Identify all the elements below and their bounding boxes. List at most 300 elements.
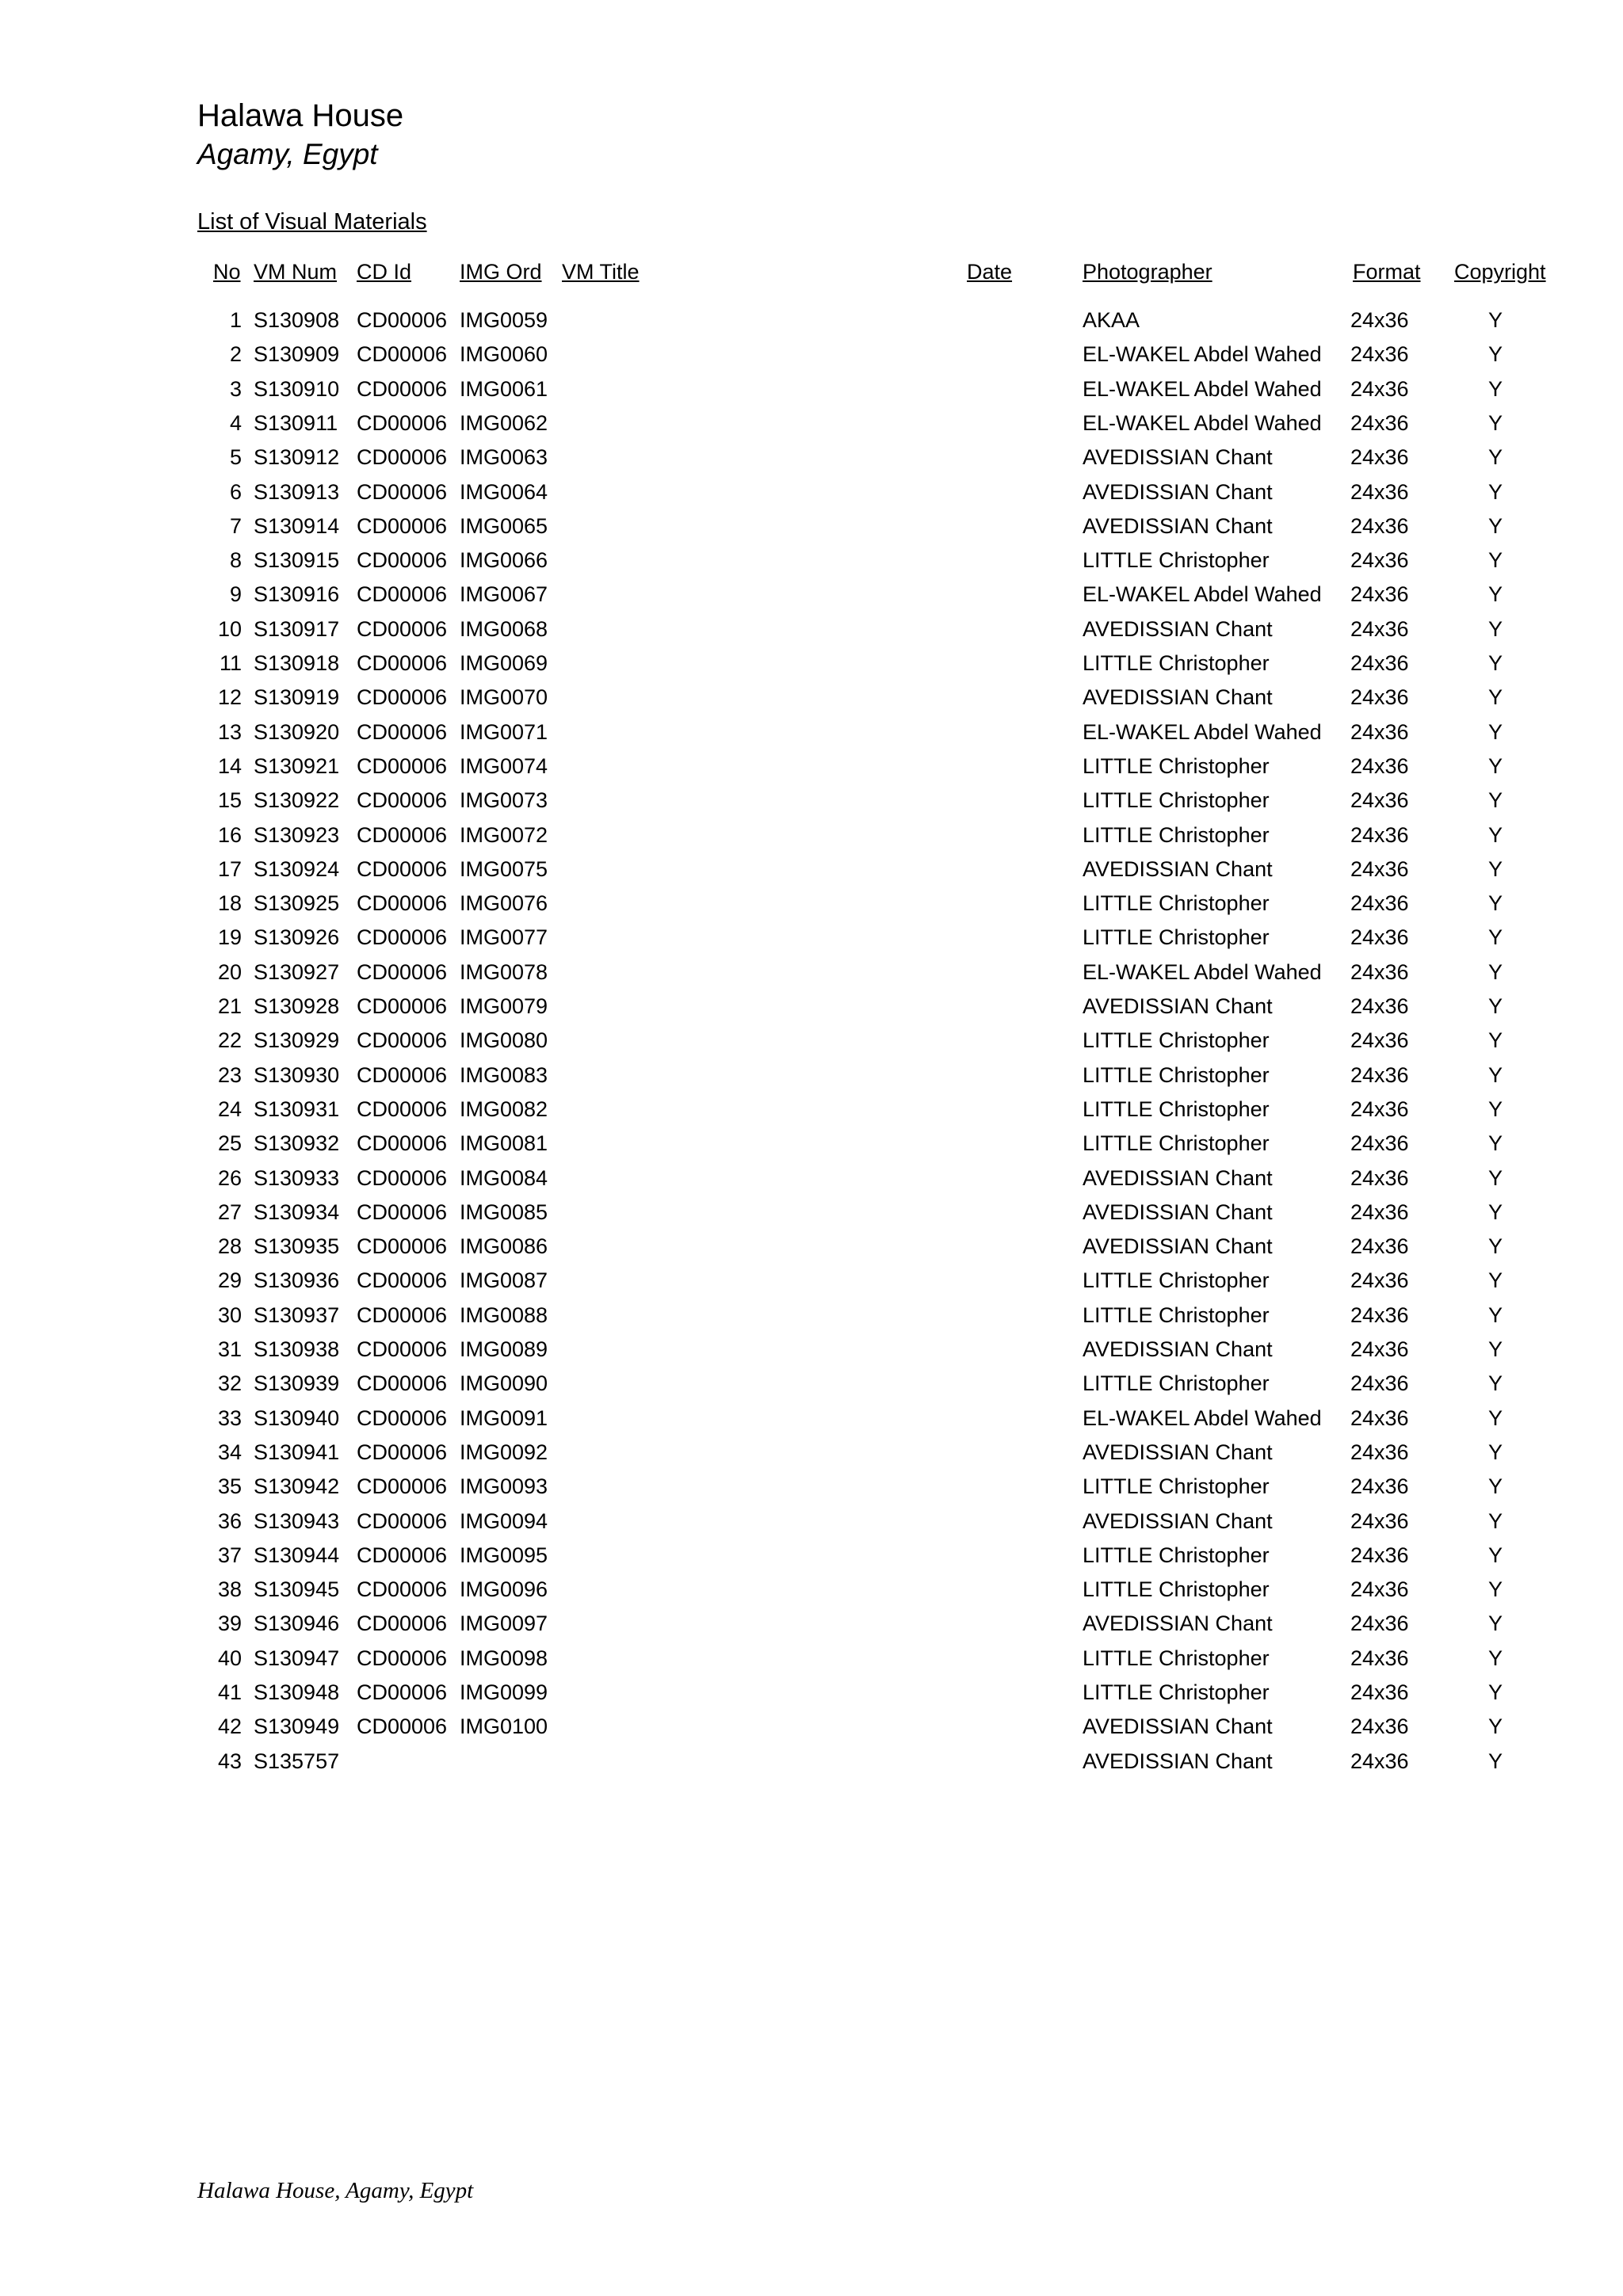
cell-img-ord: IMG0082 bbox=[460, 1097, 548, 1121]
list-heading: List of Visual Materials bbox=[197, 209, 427, 235]
cell-format: 24x36 bbox=[1350, 1543, 1409, 1567]
cell-cd-id: CD00006 bbox=[357, 1166, 448, 1190]
cell-img-ord: IMG0091 bbox=[460, 1406, 548, 1430]
cell-photographer: LITTLE Christopher bbox=[1083, 925, 1270, 949]
cell-format: 24x36 bbox=[1350, 1509, 1409, 1533]
cell-no: 13 bbox=[217, 720, 242, 744]
cell-cd-id: CD00006 bbox=[357, 1440, 448, 1464]
cell-photographer: AVEDISSIAN Chant bbox=[1083, 1440, 1273, 1464]
cell-no: 36 bbox=[217, 1509, 242, 1533]
cell-photographer: LITTLE Christopher bbox=[1083, 651, 1270, 675]
cell-img-ord: IMG0089 bbox=[460, 1337, 548, 1361]
cell-cd-id: CD00006 bbox=[357, 617, 448, 641]
cell-no: 1 bbox=[229, 308, 242, 332]
header-photographer: Photographer bbox=[1083, 260, 1212, 284]
cell-img-ord: IMG0090 bbox=[460, 1371, 548, 1395]
cell-copyright: Y bbox=[1487, 480, 1503, 504]
cell-vm-num: S130930 bbox=[254, 1063, 340, 1087]
cell-format: 24x36 bbox=[1350, 994, 1409, 1018]
cell-img-ord: IMG0065 bbox=[460, 514, 548, 538]
cell-copyright: Y bbox=[1487, 1200, 1503, 1224]
cell-format: 24x36 bbox=[1350, 1097, 1409, 1121]
cell-img-ord: IMG0094 bbox=[460, 1509, 548, 1533]
header-copyright: Copyright bbox=[1454, 260, 1546, 284]
cell-copyright: Y bbox=[1487, 548, 1503, 572]
cell-format: 24x36 bbox=[1350, 1200, 1409, 1224]
cell-format: 24x36 bbox=[1350, 960, 1409, 984]
cell-img-ord: IMG0087 bbox=[460, 1268, 548, 1292]
cell-img-ord: IMG0099 bbox=[460, 1680, 548, 1704]
cell-format: 24x36 bbox=[1350, 1303, 1409, 1327]
cell-photographer: LITTLE Christopher bbox=[1083, 1028, 1270, 1052]
cell-format: 24x36 bbox=[1350, 1577, 1409, 1601]
cell-cd-id: CD00006 bbox=[357, 651, 448, 675]
cell-photographer: EL-WAKEL Abdel Wahed bbox=[1083, 411, 1322, 435]
cell-cd-id: CD00006 bbox=[357, 925, 448, 949]
cell-cd-id: CD00006 bbox=[357, 1131, 448, 1155]
cell-vm-num: S130932 bbox=[254, 1131, 340, 1155]
document-title: Halawa House bbox=[197, 98, 404, 133]
cell-copyright: Y bbox=[1487, 308, 1503, 332]
cell-vm-num: S130947 bbox=[254, 1646, 340, 1670]
cell-photographer: AVEDISSIAN Chant bbox=[1083, 994, 1273, 1018]
cell-no: 42 bbox=[217, 1714, 242, 1738]
cell-format: 24x36 bbox=[1350, 1611, 1409, 1635]
cell-copyright: Y bbox=[1487, 1063, 1503, 1087]
cell-copyright: Y bbox=[1487, 1234, 1503, 1258]
cell-format: 24x36 bbox=[1350, 1268, 1409, 1292]
cell-img-ord: IMG0077 bbox=[460, 925, 548, 949]
cell-vm-num: S130908 bbox=[254, 308, 340, 332]
cell-vm-num: S130949 bbox=[254, 1714, 340, 1738]
cell-no: 10 bbox=[217, 617, 242, 641]
cell-img-ord: IMG0063 bbox=[460, 445, 548, 469]
cell-img-ord: IMG0066 bbox=[460, 548, 548, 572]
cell-cd-id: CD00006 bbox=[357, 960, 448, 984]
cell-photographer: EL-WAKEL Abdel Wahed bbox=[1083, 342, 1322, 366]
cell-no: 32 bbox=[217, 1371, 242, 1395]
cell-img-ord: IMG0097 bbox=[460, 1611, 548, 1635]
cell-img-ord: IMG0079 bbox=[460, 994, 548, 1018]
cell-cd-id: CD00006 bbox=[357, 1063, 448, 1087]
cell-copyright: Y bbox=[1487, 857, 1503, 881]
cell-no: 35 bbox=[217, 1474, 242, 1498]
cell-photographer: AKAA bbox=[1083, 308, 1140, 332]
cell-format: 24x36 bbox=[1350, 754, 1409, 778]
cell-no: 39 bbox=[217, 1611, 242, 1635]
cell-format: 24x36 bbox=[1350, 1474, 1409, 1498]
cell-vm-num: S130944 bbox=[254, 1543, 340, 1567]
cell-format: 24x36 bbox=[1350, 1646, 1409, 1670]
cell-vm-num: S130921 bbox=[254, 754, 340, 778]
cell-vm-num: S130928 bbox=[254, 994, 340, 1018]
cell-format: 24x36 bbox=[1350, 1440, 1409, 1464]
cell-photographer: LITTLE Christopher bbox=[1083, 548, 1270, 572]
cell-copyright: Y bbox=[1487, 1028, 1503, 1052]
cell-photographer: EL-WAKEL Abdel Wahed bbox=[1083, 1406, 1322, 1430]
cell-cd-id: CD00006 bbox=[357, 548, 448, 572]
cell-photographer: LITTLE Christopher bbox=[1083, 1680, 1270, 1704]
cell-photographer: LITTLE Christopher bbox=[1083, 891, 1270, 915]
cell-copyright: Y bbox=[1487, 823, 1503, 847]
cell-photographer: EL-WAKEL Abdel Wahed bbox=[1083, 582, 1322, 606]
cell-img-ord: IMG0092 bbox=[460, 1440, 548, 1464]
cell-vm-num: S130943 bbox=[254, 1509, 340, 1533]
cell-photographer: LITTLE Christopher bbox=[1083, 1303, 1270, 1327]
cell-copyright: Y bbox=[1487, 445, 1503, 469]
cell-format: 24x36 bbox=[1350, 411, 1409, 435]
cell-cd-id: CD00006 bbox=[357, 308, 448, 332]
cell-photographer: LITTLE Christopher bbox=[1083, 1371, 1270, 1395]
cell-photographer: LITTLE Christopher bbox=[1083, 754, 1270, 778]
cell-vm-num: S130925 bbox=[254, 891, 340, 915]
cell-no: 27 bbox=[217, 1200, 242, 1224]
cell-cd-id: CD00006 bbox=[357, 1680, 448, 1704]
cell-img-ord: IMG0061 bbox=[460, 377, 548, 401]
cell-copyright: Y bbox=[1487, 1543, 1503, 1567]
cell-cd-id: CD00006 bbox=[357, 1268, 448, 1292]
cell-vm-num: S130945 bbox=[254, 1577, 340, 1601]
cell-vm-num: S135757 bbox=[254, 1749, 340, 1773]
cell-vm-num: S130940 bbox=[254, 1406, 340, 1430]
cell-img-ord: IMG0072 bbox=[460, 823, 548, 847]
cell-no: 17 bbox=[217, 857, 242, 881]
cell-cd-id: CD00006 bbox=[357, 754, 448, 778]
cell-vm-num: S130920 bbox=[254, 720, 340, 744]
cell-format: 24x36 bbox=[1350, 1714, 1409, 1738]
cell-vm-num: S130936 bbox=[254, 1268, 340, 1292]
cell-cd-id: CD00006 bbox=[357, 411, 448, 435]
cell-format: 24x36 bbox=[1350, 891, 1409, 915]
cell-vm-num: S130909 bbox=[254, 342, 340, 366]
cell-copyright: Y bbox=[1487, 1714, 1503, 1738]
cell-photographer: EL-WAKEL Abdel Wahed bbox=[1083, 720, 1322, 744]
cell-copyright: Y bbox=[1487, 720, 1503, 744]
cell-no: 25 bbox=[217, 1131, 242, 1155]
cell-copyright: Y bbox=[1487, 685, 1503, 709]
header-cd-id: CD Id bbox=[357, 260, 412, 284]
cell-no: 14 bbox=[217, 754, 242, 778]
cell-photographer: AVEDISSIAN Chant bbox=[1083, 1166, 1273, 1190]
cell-format: 24x36 bbox=[1350, 651, 1409, 675]
cell-cd-id: CD00006 bbox=[357, 342, 448, 366]
cell-cd-id: CD00006 bbox=[357, 1474, 448, 1498]
cell-photographer: AVEDISSIAN Chant bbox=[1083, 514, 1273, 538]
cell-vm-num: S130917 bbox=[254, 617, 340, 641]
cell-copyright: Y bbox=[1487, 1611, 1503, 1635]
cell-img-ord: IMG0070 bbox=[460, 685, 548, 709]
cell-img-ord: IMG0098 bbox=[460, 1646, 548, 1670]
cell-img-ord: IMG0084 bbox=[460, 1166, 548, 1190]
cell-cd-id: CD00006 bbox=[357, 445, 448, 469]
cell-copyright: Y bbox=[1487, 377, 1503, 401]
cell-img-ord: IMG0073 bbox=[460, 788, 548, 812]
cell-format: 24x36 bbox=[1350, 685, 1409, 709]
cell-copyright: Y bbox=[1487, 788, 1503, 812]
cell-photographer: LITTLE Christopher bbox=[1083, 1646, 1270, 1670]
cell-copyright: Y bbox=[1487, 1303, 1503, 1327]
cell-cd-id: CD00006 bbox=[357, 1406, 448, 1430]
cell-copyright: Y bbox=[1487, 960, 1503, 984]
cell-copyright: Y bbox=[1487, 1268, 1503, 1292]
cell-cd-id: CD00006 bbox=[357, 514, 448, 538]
cell-no: 40 bbox=[217, 1646, 242, 1670]
cell-no: 8 bbox=[229, 548, 242, 572]
cell-cd-id: CD00006 bbox=[357, 788, 448, 812]
cell-no: 29 bbox=[217, 1268, 242, 1292]
cell-copyright: Y bbox=[1487, 1646, 1503, 1670]
cell-vm-num: S130946 bbox=[254, 1611, 340, 1635]
cell-img-ord: IMG0069 bbox=[460, 651, 548, 675]
cell-no: 21 bbox=[217, 994, 242, 1018]
cell-format: 24x36 bbox=[1350, 1406, 1409, 1430]
cell-photographer: LITTLE Christopher bbox=[1083, 1097, 1270, 1121]
cell-photographer: LITTLE Christopher bbox=[1083, 1474, 1270, 1498]
cell-no: 38 bbox=[217, 1577, 242, 1601]
cell-img-ord: IMG0088 bbox=[460, 1303, 548, 1327]
cell-format: 24x36 bbox=[1350, 582, 1409, 606]
cell-copyright: Y bbox=[1487, 514, 1503, 538]
cell-copyright: Y bbox=[1487, 994, 1503, 1018]
cell-copyright: Y bbox=[1487, 1577, 1503, 1601]
cell-vm-num: S130918 bbox=[254, 651, 340, 675]
header-vm-num: VM Num bbox=[254, 260, 338, 284]
cell-format: 24x36 bbox=[1350, 1166, 1409, 1190]
cell-photographer: EL-WAKEL Abdel Wahed bbox=[1083, 377, 1322, 401]
cell-img-ord: IMG0085 bbox=[460, 1200, 548, 1224]
cell-cd-id: CD00006 bbox=[357, 480, 448, 504]
cell-copyright: Y bbox=[1487, 1131, 1503, 1155]
cell-photographer: AVEDISSIAN Chant bbox=[1083, 1749, 1273, 1773]
cell-format: 24x36 bbox=[1350, 308, 1409, 332]
cell-cd-id: CD00006 bbox=[357, 1577, 448, 1601]
cell-copyright: Y bbox=[1487, 411, 1503, 435]
cell-copyright: Y bbox=[1487, 1097, 1503, 1121]
cell-format: 24x36 bbox=[1350, 617, 1409, 641]
cell-vm-num: S130924 bbox=[254, 857, 340, 881]
cell-no: 23 bbox=[217, 1063, 242, 1087]
cell-cd-id: CD00006 bbox=[357, 720, 448, 744]
cell-copyright: Y bbox=[1487, 1406, 1503, 1430]
cell-img-ord: IMG0081 bbox=[460, 1131, 548, 1155]
cell-img-ord: IMG0100 bbox=[460, 1714, 548, 1738]
cell-img-ord: IMG0068 bbox=[460, 617, 548, 641]
cell-vm-num: S130926 bbox=[254, 925, 340, 949]
cell-img-ord: IMG0059 bbox=[460, 308, 548, 332]
cell-no: 26 bbox=[217, 1166, 242, 1190]
cell-img-ord: IMG0067 bbox=[460, 582, 548, 606]
cell-img-ord: IMG0096 bbox=[460, 1577, 548, 1601]
cell-no: 34 bbox=[217, 1440, 242, 1464]
cell-copyright: Y bbox=[1487, 617, 1503, 641]
cell-photographer: AVEDISSIAN Chant bbox=[1083, 1337, 1273, 1361]
cell-photographer: AVEDISSIAN Chant bbox=[1083, 617, 1273, 641]
cell-cd-id: CD00006 bbox=[357, 1543, 448, 1567]
cell-img-ord: IMG0076 bbox=[460, 891, 548, 915]
cell-no: 4 bbox=[229, 411, 242, 435]
cell-vm-num: S130942 bbox=[254, 1474, 340, 1498]
cell-format: 24x36 bbox=[1350, 720, 1409, 744]
cell-no: 24 bbox=[217, 1097, 242, 1121]
cell-no: 16 bbox=[217, 823, 242, 847]
cell-no: 11 bbox=[219, 651, 242, 675]
cell-photographer: LITTLE Christopher bbox=[1083, 1131, 1270, 1155]
cell-format: 24x36 bbox=[1350, 548, 1409, 572]
cell-no: 6 bbox=[229, 480, 242, 504]
cell-photographer: LITTLE Christopher bbox=[1083, 823, 1270, 847]
cell-copyright: Y bbox=[1487, 1680, 1503, 1704]
cell-cd-id: CD00006 bbox=[357, 857, 448, 881]
cell-format: 24x36 bbox=[1350, 480, 1409, 504]
cell-vm-num: S130923 bbox=[254, 823, 340, 847]
cell-cd-id: CD00006 bbox=[357, 1028, 448, 1052]
cell-cd-id: CD00006 bbox=[357, 1097, 448, 1121]
cell-img-ord: IMG0080 bbox=[460, 1028, 548, 1052]
cell-no: 22 bbox=[217, 1028, 242, 1052]
cell-no: 12 bbox=[217, 685, 242, 709]
cell-copyright: Y bbox=[1487, 1749, 1503, 1773]
cell-no: 7 bbox=[229, 514, 242, 538]
cell-vm-num: S130948 bbox=[254, 1680, 340, 1704]
cell-vm-num: S130933 bbox=[254, 1166, 340, 1190]
cell-format: 24x36 bbox=[1350, 377, 1409, 401]
cell-img-ord: IMG0060 bbox=[460, 342, 548, 366]
cell-cd-id: CD00006 bbox=[357, 1509, 448, 1533]
cell-format: 24x36 bbox=[1350, 1337, 1409, 1361]
cell-photographer: AVEDISSIAN Chant bbox=[1083, 480, 1273, 504]
cell-cd-id: CD00006 bbox=[357, 1646, 448, 1670]
cell-format: 24x36 bbox=[1350, 1028, 1409, 1052]
cell-cd-id: CD00006 bbox=[357, 994, 448, 1018]
cell-vm-num: S130915 bbox=[254, 548, 340, 572]
cell-no: 28 bbox=[217, 1234, 242, 1258]
cell-format: 24x36 bbox=[1350, 788, 1409, 812]
document-subtitle: Agamy, Egypt bbox=[197, 138, 378, 170]
cell-vm-num: S130914 bbox=[254, 514, 340, 538]
cell-format: 24x36 bbox=[1350, 1680, 1409, 1704]
cell-copyright: Y bbox=[1487, 925, 1503, 949]
cell-format: 24x36 bbox=[1350, 823, 1409, 847]
cell-format: 24x36 bbox=[1350, 857, 1409, 881]
cell-photographer: AVEDISSIAN Chant bbox=[1083, 1234, 1273, 1258]
cell-vm-num: S130912 bbox=[254, 445, 340, 469]
cell-vm-num: S130937 bbox=[254, 1303, 340, 1327]
cell-copyright: Y bbox=[1487, 1337, 1503, 1361]
header-vm-title: VM Title bbox=[562, 260, 640, 284]
header-format: Format bbox=[1353, 260, 1421, 284]
cell-photographer: LITTLE Christopher bbox=[1083, 1577, 1270, 1601]
cell-vm-num: S130941 bbox=[254, 1440, 340, 1464]
cell-photographer: LITTLE Christopher bbox=[1083, 1268, 1270, 1292]
cell-format: 24x36 bbox=[1350, 925, 1409, 949]
cell-cd-id: CD00006 bbox=[357, 1234, 448, 1258]
cell-format: 24x36 bbox=[1350, 1063, 1409, 1087]
cell-format: 24x36 bbox=[1350, 342, 1409, 366]
cell-photographer: LITTLE Christopher bbox=[1083, 1543, 1270, 1567]
cell-img-ord: IMG0093 bbox=[460, 1474, 548, 1498]
cell-no: 31 bbox=[217, 1337, 242, 1361]
cell-photographer: AVEDISSIAN Chant bbox=[1083, 1611, 1273, 1635]
cell-img-ord: IMG0071 bbox=[460, 720, 548, 744]
cell-cd-id: CD00006 bbox=[357, 1200, 448, 1224]
cell-img-ord: IMG0078 bbox=[460, 960, 548, 984]
cell-photographer: LITTLE Christopher bbox=[1083, 788, 1270, 812]
cell-vm-num: S130938 bbox=[254, 1337, 340, 1361]
cell-photographer: AVEDISSIAN Chant bbox=[1083, 1714, 1273, 1738]
header-no: No bbox=[213, 260, 241, 284]
cell-no: 3 bbox=[229, 377, 242, 401]
cell-copyright: Y bbox=[1487, 342, 1503, 366]
cell-cd-id: CD00006 bbox=[357, 823, 448, 847]
page-footer: Halawa House, Agamy, Egypt bbox=[197, 2178, 474, 2203]
cell-cd-id: CD00006 bbox=[357, 582, 448, 606]
header-img-ord: IMG Ord bbox=[460, 260, 542, 284]
cell-photographer: AVEDISSIAN Chant bbox=[1083, 1200, 1273, 1224]
cell-img-ord: IMG0074 bbox=[460, 754, 548, 778]
cell-no: 33 bbox=[217, 1406, 242, 1430]
cell-no: 43 bbox=[217, 1749, 242, 1773]
cell-vm-num: S130919 bbox=[254, 685, 340, 709]
cell-format: 24x36 bbox=[1350, 1131, 1409, 1155]
cell-no: 41 bbox=[217, 1680, 242, 1704]
cell-copyright: Y bbox=[1487, 1509, 1503, 1533]
cell-no: 5 bbox=[229, 445, 242, 469]
cell-copyright: Y bbox=[1487, 582, 1503, 606]
cell-format: 24x36 bbox=[1350, 1749, 1409, 1773]
cell-cd-id: CD00006 bbox=[357, 377, 448, 401]
cell-img-ord: IMG0075 bbox=[460, 857, 548, 881]
header-date: Date bbox=[967, 260, 1013, 284]
cell-format: 24x36 bbox=[1350, 1234, 1409, 1258]
cell-img-ord: IMG0086 bbox=[460, 1234, 548, 1258]
cell-copyright: Y bbox=[1487, 891, 1503, 915]
cell-copyright: Y bbox=[1487, 1474, 1503, 1498]
cell-cd-id: CD00006 bbox=[357, 1371, 448, 1395]
cell-no: 9 bbox=[229, 582, 242, 606]
cell-vm-num: S130929 bbox=[254, 1028, 340, 1052]
cell-vm-num: S130927 bbox=[254, 960, 340, 984]
cell-vm-num: S130939 bbox=[254, 1371, 340, 1395]
cell-no: 18 bbox=[217, 891, 242, 915]
cell-cd-id: CD00006 bbox=[357, 1714, 448, 1738]
cell-copyright: Y bbox=[1487, 1440, 1503, 1464]
cell-vm-num: S130916 bbox=[254, 582, 340, 606]
cell-vm-num: S130911 bbox=[254, 411, 338, 435]
cell-cd-id: CD00006 bbox=[357, 1337, 448, 1361]
cell-no: 30 bbox=[217, 1303, 242, 1327]
cell-photographer: AVEDISSIAN Chant bbox=[1083, 857, 1273, 881]
cell-copyright: Y bbox=[1487, 754, 1503, 778]
cell-img-ord: IMG0062 bbox=[460, 411, 548, 435]
cell-img-ord: IMG0064 bbox=[460, 480, 548, 504]
cell-photographer: AVEDISSIAN Chant bbox=[1083, 445, 1273, 469]
cell-copyright: Y bbox=[1487, 651, 1503, 675]
cell-cd-id: CD00006 bbox=[357, 1303, 448, 1327]
cell-photographer: EL-WAKEL Abdel Wahed bbox=[1083, 960, 1322, 984]
cell-copyright: Y bbox=[1487, 1166, 1503, 1190]
cell-cd-id: CD00006 bbox=[357, 685, 448, 709]
cell-img-ord: IMG0083 bbox=[460, 1063, 548, 1087]
cell-format: 24x36 bbox=[1350, 514, 1409, 538]
cell-photographer: AVEDISSIAN Chant bbox=[1083, 1509, 1273, 1533]
cell-cd-id: CD00006 bbox=[357, 891, 448, 915]
cell-vm-num: S130935 bbox=[254, 1234, 340, 1258]
cell-img-ord: IMG0095 bbox=[460, 1543, 548, 1567]
cell-vm-num: S130934 bbox=[254, 1200, 340, 1224]
cell-format: 24x36 bbox=[1350, 1371, 1409, 1395]
cell-copyright: Y bbox=[1487, 1371, 1503, 1395]
cell-cd-id: CD00006 bbox=[357, 1611, 448, 1635]
